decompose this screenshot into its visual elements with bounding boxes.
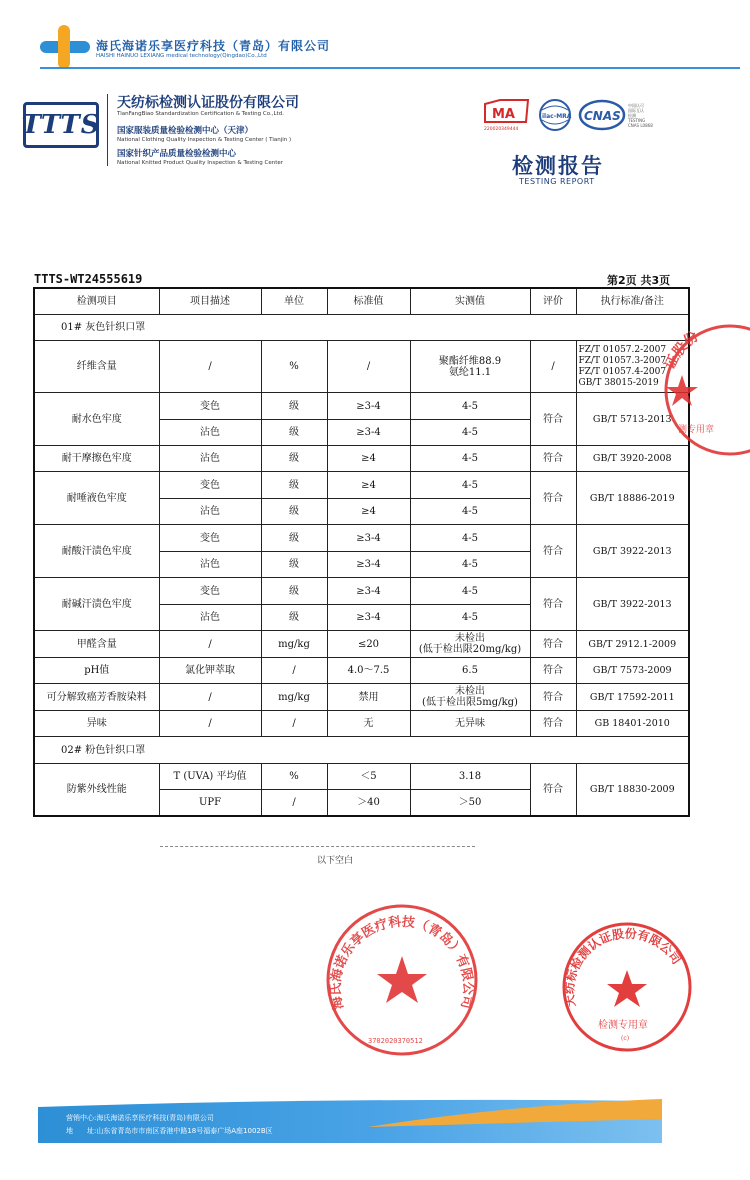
desc-cell: 沾色 <box>159 420 261 446</box>
lab-testing-seal <box>560 920 695 1055</box>
desc-cell: 变色 <box>159 393 261 420</box>
desc-cell: UPF <box>159 790 261 816</box>
std-value-cell: ≥4 <box>327 446 410 472</box>
eval-cell: 符合 <box>530 711 576 737</box>
svg-text:CNAS: CNAS <box>584 109 621 123</box>
eval-cell: 符合 <box>530 684 576 711</box>
ttts-logo: TTTS <box>23 102 99 148</box>
svg-text:220020349444: 220020349444 <box>484 127 519 132</box>
footer-sales-center: 营销中心:海氏海诺乐享医疗科技(青岛)有限公司 <box>66 1114 214 1122</box>
unit-cell: mg/kg <box>261 684 327 711</box>
std-value-cell: ≥3-4 <box>327 420 410 446</box>
item-cell: 耐酸汗渍色牢度 <box>34 525 159 578</box>
unit-cell: 级 <box>261 525 327 552</box>
standard-line: GB/T 38015-2019 <box>578 377 659 388</box>
unit-cell: 级 <box>261 578 327 605</box>
desc-cell: / <box>159 631 261 658</box>
svg-text:证股份: 证股份 <box>662 328 702 372</box>
measured-line: (低于检出限20mg/kg) <box>418 644 522 655</box>
unit-cell: / <box>261 790 327 816</box>
medical-cross-logo-icon <box>40 25 90 69</box>
company-seal <box>322 900 482 1060</box>
table-row <box>34 393 689 420</box>
unit-cell: % <box>261 764 327 790</box>
desc-cell: / <box>159 684 261 711</box>
item-cell: 异味 <box>34 711 159 737</box>
desc-cell: 沾色 <box>159 605 261 631</box>
desc-cell: 氯化钾萃取 <box>159 658 261 684</box>
desc-cell: 沾色 <box>159 552 261 578</box>
svg-text:ilac-MRA: ilac-MRA <box>542 113 572 120</box>
unit-cell: 级 <box>261 472 327 499</box>
unit-cell: 级 <box>261 605 327 631</box>
star-icon <box>377 956 427 1003</box>
unit-cell: 级 <box>261 393 327 420</box>
table-row <box>34 446 689 472</box>
unit-cell: mg/kg <box>261 631 327 658</box>
eval-cell: 符合 <box>530 658 576 684</box>
cma-logo-icon <box>484 100 528 132</box>
std-value-cell: 禁用 <box>327 684 410 711</box>
center2-name-cn: 国家针织产品质量检验检测中心 <box>117 149 237 159</box>
section-title: 01# 灰色针织口罩 <box>34 315 689 341</box>
ilac-mra-logo-icon <box>540 100 572 130</box>
desc-cell: / <box>159 711 261 737</box>
svg-text:国际互认: 国际互认 <box>628 108 644 113</box>
desc-cell: 沾色 <box>159 446 261 472</box>
center2-name-en: National Knitted Product Quality Inspection & Testing Center <box>117 160 284 166</box>
measured-cell: 4-5 <box>410 499 530 525</box>
table-row <box>34 764 689 790</box>
std-value-cell: 4.0～7.5 <box>327 658 410 684</box>
measured-cell: 4-5 <box>410 525 530 552</box>
eval-cell: 符合 <box>530 631 576 658</box>
brand-name-cn: 海氏海诺乐享医疗科技（青岛）有限公司 <box>96 39 331 53</box>
measured-line: 氨纶11.1 <box>448 366 492 378</box>
lab-name-en: TianFangBiao Standardization Certification & Testing Co.,Ltd. <box>117 111 284 117</box>
svg-text:天纺标检测认证股份有限公司: 天纺标检测认证股份有限公司 <box>562 926 684 1008</box>
standard-line: FZ/T 01057.3-2007 <box>578 355 667 366</box>
section-row <box>34 737 689 764</box>
item-cell: 可分解致癌芳香胺染料 <box>34 684 159 711</box>
star-icon <box>607 970 647 1007</box>
item-cell: pH值 <box>34 658 159 684</box>
report-title-en: TESTING REPORT <box>519 177 595 186</box>
measured-cell: 4-5 <box>410 393 530 420</box>
section-title: 02# 粉色针织口罩 <box>34 737 689 764</box>
eval-cell: 符合 <box>530 525 576 578</box>
star-icon <box>666 375 698 406</box>
std-value-cell: ≤20 <box>327 631 410 658</box>
svg-text:检测: 检测 <box>628 113 636 118</box>
std-value-cell: ＞40 <box>327 790 410 816</box>
unit-cell: 级 <box>261 499 327 525</box>
header-cell: 评价 <box>530 288 576 315</box>
measured-cell: ＞50 <box>410 790 530 816</box>
svg-text:测专用章: 测专用章 <box>678 425 715 435</box>
std-value-cell: 无 <box>327 711 410 737</box>
item-cell: 耐唾液色牢度 <box>34 472 159 525</box>
table-header-row <box>34 288 689 315</box>
header-cell: 检测项目 <box>34 288 159 315</box>
desc-cell: 变色 <box>159 525 261 552</box>
std-value-cell: ≥4 <box>327 499 410 525</box>
std-value-cell: ≥4 <box>327 472 410 499</box>
svg-text:CNAS L0868: CNAS L0868 <box>628 123 653 128</box>
standard-cell: GB/T 7573-2009 <box>576 658 689 684</box>
desc-cell: T (UVA) 平均值 <box>159 764 261 790</box>
table-row <box>34 578 689 605</box>
std-value-cell: ≥3-4 <box>327 552 410 578</box>
table-row <box>34 631 689 658</box>
unit-cell: / <box>261 658 327 684</box>
standard-cell: GB/T 5713-2013 <box>576 393 689 446</box>
cnas-caption <box>627 102 653 128</box>
item-cell: 纤维含量 <box>34 341 159 393</box>
header-cell: 单位 <box>261 288 327 315</box>
measured-cell: 4-5 <box>410 472 530 499</box>
table-row <box>34 472 689 499</box>
lab-divider <box>107 94 108 166</box>
svg-text:MA: MA <box>492 107 515 122</box>
measured-cell: 4-5 <box>410 552 530 578</box>
item-cell: 防紫外线性能 <box>34 764 159 816</box>
center1-name-cn: 国家服装质量检验检测中心（天津） <box>117 126 254 136</box>
brand-header <box>0 0 750 75</box>
desc-cell: 沾色 <box>159 499 261 525</box>
measured-cell: 3.18 <box>410 764 530 790</box>
svg-text:(c): (c) <box>621 1035 630 1042</box>
standard-cell: GB/T 3922-2013 <box>576 578 689 631</box>
page-info: 第2页 共3页 <box>607 274 671 287</box>
standard-line: FZ/T 01057.4-2007 <box>578 366 667 377</box>
item-cell: 耐水色牢度 <box>34 393 159 446</box>
std-value-cell: ＜5 <box>327 764 410 790</box>
std-value-cell: ≥3-4 <box>327 525 410 552</box>
header-cell: 执行标准/备注 <box>576 288 689 315</box>
standard-cell: GB/T 18830-2009 <box>576 764 689 816</box>
unit-cell: 级 <box>261 552 327 578</box>
lab-name-cn: 天纺标检测认证股份有限公司 <box>117 95 299 111</box>
brand-name-en: HAISHI HAINUO LEXIANG medical technology(Qingdao)Co.,Ltd <box>96 53 267 59</box>
standard-cell: GB 18401-2010 <box>576 711 689 737</box>
edge-seal <box>660 320 750 460</box>
section-row <box>34 315 689 341</box>
center1-name-en: National Clothing Quality Inspection & Testing Center ( Tianjin ) <box>117 137 292 143</box>
report-number: TTTS-WT24555619 <box>34 272 143 286</box>
certification-logos <box>480 98 680 134</box>
std-value-cell: ≥3-4 <box>327 578 410 605</box>
brand-divider <box>40 67 740 69</box>
measured-line: (低于检出限5mg/kg) <box>422 697 518 708</box>
table-row <box>34 525 689 552</box>
table-row <box>34 684 689 711</box>
table-row <box>34 711 689 737</box>
desc-cell: / <box>159 341 261 393</box>
standard-cell: GB/T 18886-2019 <box>576 472 689 525</box>
eval-cell: 符合 <box>530 446 576 472</box>
header-cell: 实测值 <box>410 288 530 315</box>
desc-cell: 变色 <box>159 578 261 605</box>
table-row <box>34 341 689 393</box>
header-cell: 项目描述 <box>159 288 261 315</box>
measured-line: 未检出 <box>455 686 485 697</box>
std-value-cell: ≥3-4 <box>327 393 410 420</box>
blank-line <box>160 846 475 847</box>
eval-cell: / <box>530 341 576 393</box>
svg-text:3702020370512: 3702020370512 <box>368 1037 423 1045</box>
unit-cell: 级 <box>261 420 327 446</box>
measured-cell <box>410 631 530 658</box>
cnas-logo-icon <box>580 101 624 129</box>
svg-text:海氏海诺乐享医疗科技（青岛）有限公司: 海氏海诺乐享医疗科技（青岛）有限公司 <box>328 914 476 1011</box>
footer-address: 地 址:山东省青岛市市南区香港中路18号福泰广场A座1002B区 <box>66 1127 273 1135</box>
eval-cell: 符合 <box>530 578 576 631</box>
table-row <box>34 658 689 684</box>
eval-cell: 符合 <box>530 393 576 446</box>
standard-cell: GB/T 3922-2013 <box>576 525 689 578</box>
measured-line: 聚酯纤维88.9 <box>438 355 502 367</box>
standard-line: FZ/T 01057.2-2007 <box>578 344 667 355</box>
desc-cell: 变色 <box>159 472 261 499</box>
measured-cell <box>410 684 530 711</box>
item-cell: 耐干摩擦色牢度 <box>34 446 159 472</box>
standard-cell: GB/T 2912.1-2009 <box>576 631 689 658</box>
measured-cell: 4-5 <box>410 605 530 631</box>
unit-cell: 级 <box>261 446 327 472</box>
item-cell: 甲醛含量 <box>34 631 159 658</box>
report-title-cn: 检测报告 <box>512 154 604 178</box>
std-value-cell: ≥3-4 <box>327 605 410 631</box>
measured-line: 未检出 <box>455 633 485 644</box>
svg-text:TESTING: TESTING <box>628 118 646 123</box>
unit-cell: / <box>261 711 327 737</box>
header-cell: 标准值 <box>327 288 410 315</box>
measured-cell: 4-5 <box>410 578 530 605</box>
item-cell: 耐碱汗渍色牢度 <box>34 578 159 631</box>
result-table <box>33 287 690 817</box>
std-value-cell: / <box>327 341 410 393</box>
eval-cell: 符合 <box>530 764 576 816</box>
measured-cell: 4-5 <box>410 420 530 446</box>
svg-text:检测专用章: 检测专用章 <box>598 1020 648 1031</box>
measured-cell: 无异味 <box>410 711 530 737</box>
blank-note: 以下空白 <box>317 856 354 866</box>
eval-cell: 符合 <box>530 472 576 525</box>
measured-cell <box>410 341 530 393</box>
measured-cell: 6.5 <box>410 658 530 684</box>
svg-text:中国认可: 中国认可 <box>628 103 644 108</box>
unit-cell: % <box>261 341 327 393</box>
standard-cell: GB/T 3920-2008 <box>576 446 689 472</box>
measured-cell: 4-5 <box>410 446 530 472</box>
standard-cell: GB/T 17592-2011 <box>576 684 689 711</box>
